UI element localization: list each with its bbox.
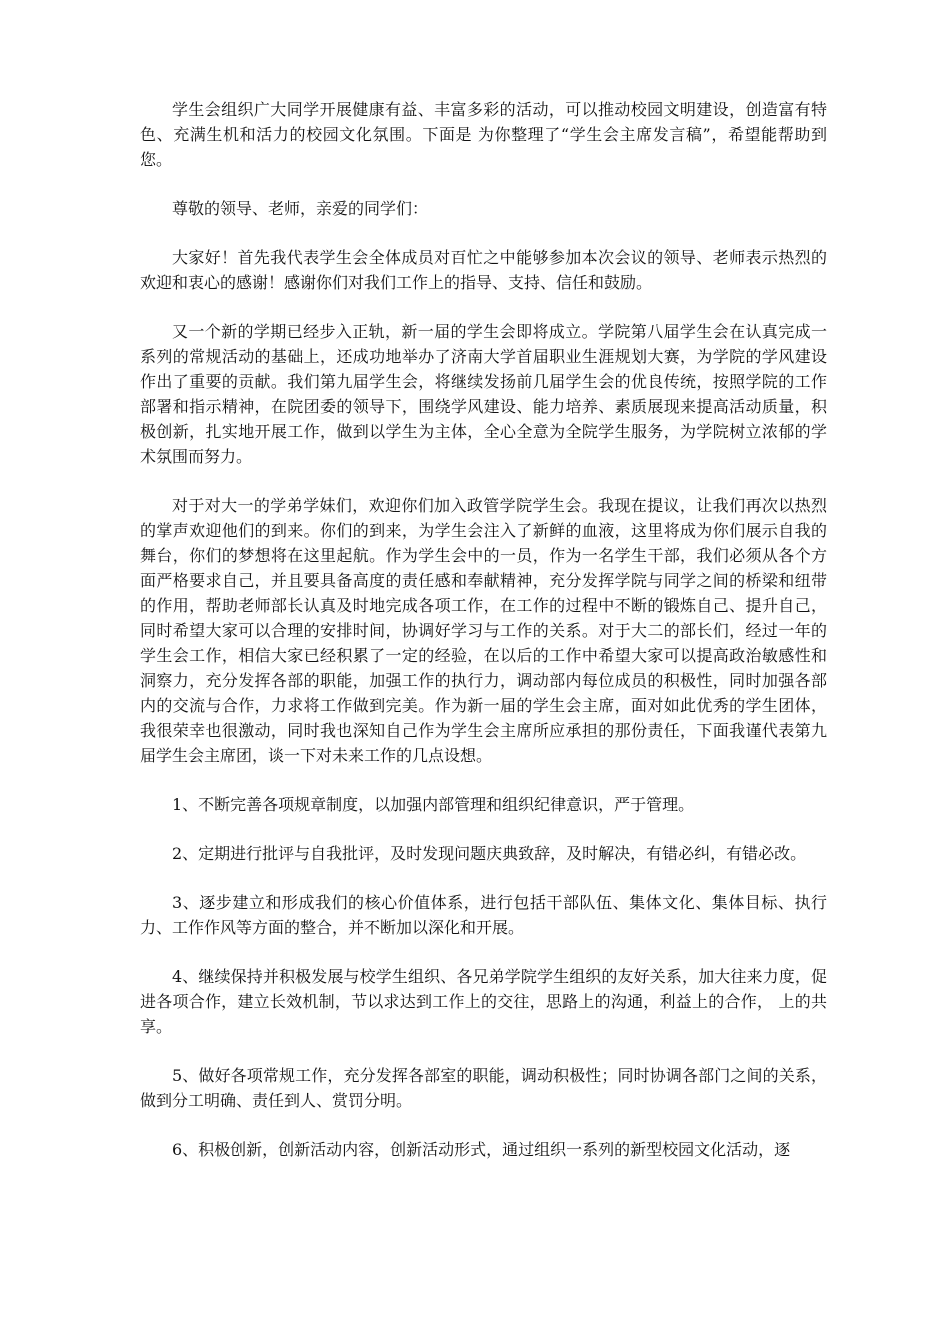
intro-paragraph: 学生会组织广大同学开展健康有益、丰富多彩的活动，可以推动校园文明建设，创造富有特色、充满生机和活力的校园文化氛围。下面是 为你整理了“学生会主席发言稿”，希望能帮助到您。 (140, 100, 827, 169)
plan-item-6: 6、积极创新，创新活动内容，创新活动形式，通过组织一系列的新型校园文化活动，逐 (172, 1140, 791, 1159)
plan-item-2: 2、定期进行批评与自我批评，及时发现问题庆典致辞，及时解决，有错必纠，有错必改。 (172, 844, 807, 863)
plan-item-3: 3、逐步建立和形成我们的核心价值体系，进行包括干部队伍、集体文化、集体目标、执行力、工作作风等方面的整合，并不断加以深化和开展。 (140, 893, 827, 937)
new-semester-paragraph: 又一个新的学期已经步入正轨，新一届的学生会即将成立。学院第八届学生会在认真完成一系列的常规活动的基础上，还成功地举办了济南大学首届职业生涯规划大赛，为学院的学风建设作出了重要的贡献。我们第九届学生会，将继续发扬前几届学生会的优良传统，按照学院的工作部署和指示精神，在院团委的领导下，围绕学风建设、能力培养、素质展现来提高活动质量，积极创新，扎实地开展工作，做到以学生为主体，全心全意为全院学生服务，为学院树立浓郁的学术氛围而努力。 (140, 322, 827, 466)
welcome-paragraph: 对于对大一的学弟学妹们，欢迎你们加入政管学院学生会。我现在提议，让我们再次以热烈的掌声欢迎他们的到来。你们的到来，为学生会注入了新鲜的血液，这里将成为你们展示自我的舞台，你们的梦想将在这里起航。作为学生会中的一员，作为一名学生干部，我们必须从各个方面严格要求自己，并且要具备高度的责任感和奉献精神，充分发挥学院与同学之间的桥梁和纽带的作用，帮助老师部长认真及时地完成各项工作，在工作的过程中不断的锻炼自己、提升自己，同时希望大家可以合理的安排时间，协调好学习与工作的关系。对于大二的部长们，经过一年的学生会工作，相信大家已经积累了一定的经验，在以后的工作中希望大家可以提高政治敏感性和洞察力，充分发挥各部的职能，加强工作的执行力，调动部内每位成员的积极性，同时加强各部内的交流与合作，力求将工作做到完美。作为新一届的学生会主席，面对如此优秀的学生团体，我很荣幸也很激动，同时我也深知自己作为学生会主席所应承担的那份责任，下面我谨代表第九届学生会主席团，谈一下对未来工作的几点设想。 (140, 496, 827, 765)
greeting-paragraph: 大家好！首先我代表学生会全体成员对百忙之中能够参加本次会议的领导、老师表示热烈的欢迎和衷心的感谢！感谢你们对我们工作上的指导、支持、信任和鼓励。 (140, 248, 827, 292)
salutation: 尊敬的领导、老师，亲爱的同学们： (172, 199, 429, 218)
plan-item-1: 1、不断完善各项规章制度，以加强内部管理和组织纪律意识，严于管理。 (172, 795, 695, 814)
plan-item-5: 5、做好各项常规工作，充分发挥各部室的职能，调动积极性；同时协调各部门之间的关系，做到分工明确、责任到人、赏罚分明。 (140, 1066, 827, 1110)
document-body (140, 97, 827, 1186)
plan-item-4: 4、继续保持并积极发展与校学生组织、各兄弟学院学生组织的友好关系，加大往来力度，促进各项合作，建立长效机制，节以求达到工作上的交往，思路上的沟通，利益上的合作， 上的共享。 (140, 967, 827, 1036)
